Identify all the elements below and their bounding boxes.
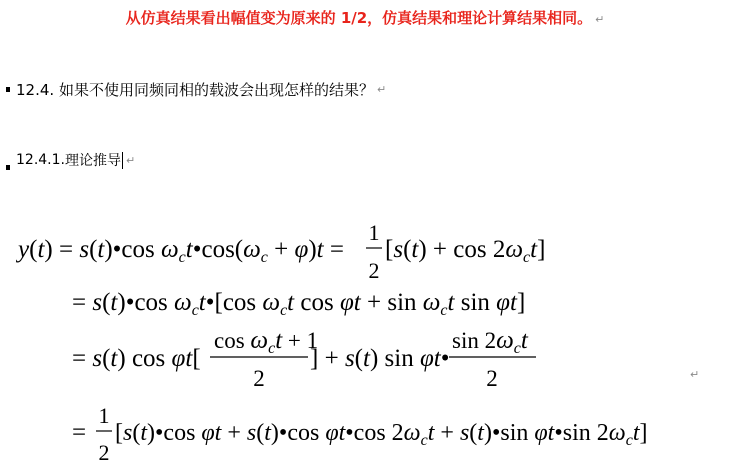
paragraph-mark-icon: ↵ <box>595 13 605 26</box>
svg-text:cos ωct + 1: $\cos \omega_ct + 1$ <box>214 327 319 357</box>
svg-text:2: 2 <box>368 258 380 283</box>
svg-text:1: 1 <box>368 220 380 245</box>
svg-text:] + s(t) sin φt•: ] + s(t) sin φt• <box>310 345 450 372</box>
svg-text:=: = <box>72 419 87 446</box>
equation-line-2 <box>72 289 525 319</box>
section-number: 12.4. <box>16 80 55 99</box>
subsection-heading <box>6 150 135 170</box>
svg-text:[s(t)•cos φt + s(t)•cos φt•cos: [s(t)•cos φt + s(t)•cos φt•cos $2\omega_ct$ + s(t)•sin φt•sin $2\omega_ct$] <box>115 420 648 449</box>
svg-text:= s(t) cos φt[: = s(t) cos φt[ <box>72 345 201 372</box>
equation-line-3 <box>72 327 699 391</box>
section-question: 如果不使用同频同相的载波会出现怎样的结果？ <box>58 81 374 99</box>
svg-text:1: 1 <box>98 403 110 428</box>
heading-bullet-icon <box>6 87 10 92</box>
svg-text:2: 2 <box>486 366 498 391</box>
paragraph-mark-icon: ↵ <box>376 83 387 96</box>
text-cursor <box>122 152 123 169</box>
subsection-number: 12.4.1. <box>16 152 65 168</box>
derivation-equations <box>0 212 730 468</box>
equation-line-4 <box>72 403 647 465</box>
svg-text:2: 2 <box>253 366 265 391</box>
subsection-title: 理论推导 <box>64 153 121 169</box>
section-heading <box>6 79 386 100</box>
svg-text:sin 2ωct: $\sin 2\omega_ct$ <box>452 327 528 357</box>
paragraph-mark-icon: ↵ <box>690 368 700 381</box>
svg-text:[s(t) + cos 2ωct]: $[s(t) + \cos 2\omega_ct]$ <box>385 236 546 266</box>
conclusion-sentence: 从仿真结果看出幅值变为原来的 1/2，仿真结果和理论计算结果相同。 <box>125 9 593 27</box>
conclusion-text <box>0 7 730 28</box>
svg-text:y(t) = s(t)•cos ωct•cos(ωc + φ: y(t) = s(t)•cos $\omega_ct•\cos(\omega_c + \varphi)t$ = <box>18 236 344 266</box>
equation-line-1 <box>15 220 545 283</box>
svg-text:= s(t)•cos ωct•[cos ωct cos φt: = s(t)•cos $\omega_ct•[\cos$ $\omega_ct$ $\cos \varphi t + \sin \omega_ct$ sin φt] <box>72 289 526 319</box>
svg-text:2: 2 <box>98 440 110 465</box>
paragraph-mark-icon: ↵ <box>125 153 136 167</box>
heading-bullet-icon <box>6 165 10 170</box>
